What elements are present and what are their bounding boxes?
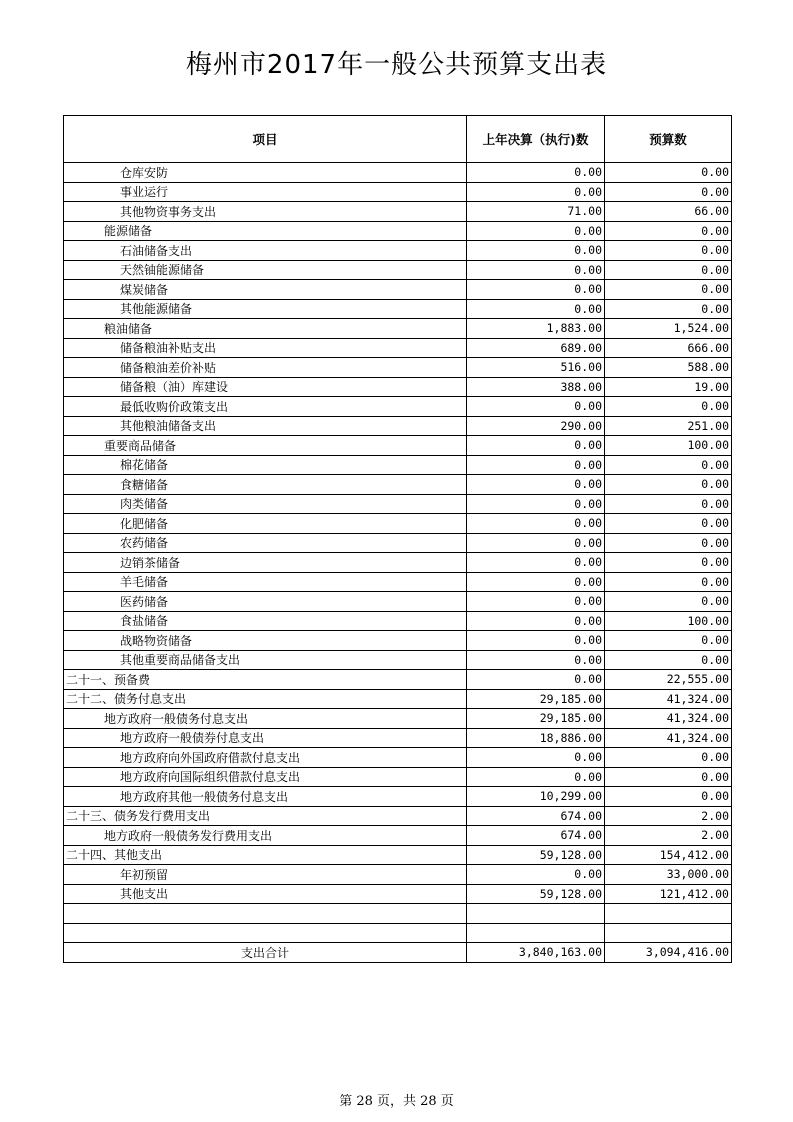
row-item-name: 储备粮油补贴支出 (64, 338, 467, 358)
table-body (64, 163, 732, 943)
row-budget-value: 41,324.00 (605, 709, 732, 729)
row-budget-value: 22,555.00 (605, 670, 732, 690)
table-row (64, 280, 732, 300)
table-row (64, 884, 732, 904)
row-item-name: 食糖储备 (64, 475, 467, 495)
row-prev-value: 0.00 (467, 182, 605, 202)
table-row (64, 241, 732, 261)
row-item-name: 重要商品储备 (64, 436, 467, 456)
row-item-name: 化肥储备 (64, 514, 467, 534)
row-item-name: 地方政府一般债务付息支出 (64, 709, 467, 729)
row-item-name: 能源储备 (64, 221, 467, 241)
row-item-name: 地方政府其他一般债务付息支出 (64, 787, 467, 807)
row-item-name: 羊毛储备 (64, 572, 467, 592)
row-budget-value: 0.00 (605, 241, 732, 261)
row-prev-value: 0.00 (467, 436, 605, 456)
row-budget-value: 0.00 (605, 455, 732, 475)
table-row (64, 806, 732, 826)
total-prev: 3,840,163.00 (467, 943, 605, 963)
row-item-name: 天然铀能源储备 (64, 260, 467, 280)
row-budget-value: 0.00 (605, 280, 732, 300)
row-prev-value: 29,185.00 (467, 709, 605, 729)
table-row (64, 748, 732, 768)
row-item-name: 农药储备 (64, 533, 467, 553)
row-prev-value: 0.00 (467, 767, 605, 787)
row-prev-value: 71.00 (467, 202, 605, 222)
row-budget-value: 0.00 (605, 572, 732, 592)
table-row (64, 553, 732, 573)
row-budget-value: 66.00 (605, 202, 732, 222)
row-budget-value (605, 923, 732, 943)
row-prev-value: 388.00 (467, 377, 605, 397)
row-budget-value: 251.00 (605, 416, 732, 436)
table-row (64, 923, 732, 943)
row-budget-value: 0.00 (605, 592, 732, 612)
row-budget-value: 0.00 (605, 514, 732, 534)
row-prev-value: 0.00 (467, 397, 605, 417)
table-row (64, 319, 732, 339)
row-item-name: 年初预留 (64, 865, 467, 885)
row-item-name: 地方政府一般债券付息支出 (64, 728, 467, 748)
row-item-name: 粮油储备 (64, 319, 467, 339)
row-item-name: 边销茶储备 (64, 553, 467, 573)
row-prev-value: 0.00 (467, 611, 605, 631)
table-row (64, 416, 732, 436)
row-prev-value: 0.00 (467, 572, 605, 592)
row-item-name: 储备粮（油）库建设 (64, 377, 467, 397)
table-row (64, 631, 732, 651)
table-row (64, 436, 732, 456)
table-row (64, 397, 732, 417)
row-budget-value: 1,524.00 (605, 319, 732, 339)
row-item-name (64, 923, 467, 943)
row-prev-value: 59,128.00 (467, 845, 605, 865)
table-row (64, 221, 732, 241)
table-row (64, 787, 732, 807)
table-row (64, 163, 732, 183)
row-budget-value: 0.00 (605, 650, 732, 670)
total-row (64, 943, 732, 963)
table-row (64, 845, 732, 865)
row-item-name: 事业运行 (64, 182, 467, 202)
table-row (64, 260, 732, 280)
row-budget-value: 19.00 (605, 377, 732, 397)
row-prev-value: 10,299.00 (467, 787, 605, 807)
table-row (64, 358, 732, 378)
table-row (64, 299, 732, 319)
table-row (64, 670, 732, 690)
row-item-name: 二十三、债务发行费用支出 (64, 806, 467, 826)
row-prev-value: 0.00 (467, 748, 605, 768)
row-budget-value: 33,000.00 (605, 865, 732, 885)
row-budget-value: 666.00 (605, 338, 732, 358)
table-row (64, 826, 732, 846)
table-header-row (64, 116, 732, 163)
row-budget-value: 2.00 (605, 806, 732, 826)
row-prev-value (467, 904, 605, 924)
row-item-name (64, 904, 467, 924)
table-row (64, 592, 732, 612)
row-budget-value: 0.00 (605, 299, 732, 319)
row-prev-value: 0.00 (467, 163, 605, 183)
row-prev-value: 0.00 (467, 514, 605, 534)
row-budget-value (605, 904, 732, 924)
row-prev-value (467, 923, 605, 943)
row-budget-value: 0.00 (605, 631, 732, 651)
row-prev-value: 29,185.00 (467, 689, 605, 709)
table-row (64, 533, 732, 553)
row-budget-value: 41,324.00 (605, 728, 732, 748)
row-budget-value: 0.00 (605, 494, 732, 514)
table-row (64, 650, 732, 670)
total-label: 支出合计 (64, 943, 467, 963)
row-item-name: 医药储备 (64, 592, 467, 612)
row-prev-value: 18,886.00 (467, 728, 605, 748)
row-prev-value: 0.00 (467, 475, 605, 495)
row-budget-value: 100.00 (605, 611, 732, 631)
row-budget-value: 0.00 (605, 397, 732, 417)
row-budget-value: 0.00 (605, 533, 732, 553)
row-budget-value: 0.00 (605, 260, 732, 280)
header-budget: 预算数 (605, 116, 732, 163)
table-row (64, 514, 732, 534)
row-budget-value: 41,324.00 (605, 689, 732, 709)
row-prev-value: 0.00 (467, 241, 605, 261)
header-item: 项目 (64, 116, 467, 163)
table-row (64, 202, 732, 222)
row-prev-value: 0.00 (467, 280, 605, 300)
row-item-name: 石油储备支出 (64, 241, 467, 261)
table-row (64, 728, 732, 748)
row-prev-value: 59,128.00 (467, 884, 605, 904)
row-budget-value: 0.00 (605, 767, 732, 787)
row-item-name: 二十四、其他支出 (64, 845, 467, 865)
table-row (64, 338, 732, 358)
row-prev-value: 0.00 (467, 670, 605, 690)
row-item-name: 其他重要商品储备支出 (64, 650, 467, 670)
table-row (64, 865, 732, 885)
row-item-name: 棉花储备 (64, 455, 467, 475)
row-budget-value: 121,412.00 (605, 884, 732, 904)
row-prev-value: 689.00 (467, 338, 605, 358)
row-item-name: 其他支出 (64, 884, 467, 904)
row-item-name: 煤炭储备 (64, 280, 467, 300)
table-row (64, 904, 732, 924)
row-budget-value: 0.00 (605, 475, 732, 495)
row-budget-value: 154,412.00 (605, 845, 732, 865)
row-prev-value: 1,883.00 (467, 319, 605, 339)
row-budget-value: 0.00 (605, 787, 732, 807)
row-item-name: 肉类储备 (64, 494, 467, 514)
row-item-name: 食盐储备 (64, 611, 467, 631)
table-row (64, 611, 732, 631)
row-item-name: 其他物资事务支出 (64, 202, 467, 222)
row-prev-value: 0.00 (467, 631, 605, 651)
row-prev-value: 516.00 (467, 358, 605, 378)
row-prev-value: 0.00 (467, 553, 605, 573)
row-prev-value: 0.00 (467, 865, 605, 885)
table-row (64, 182, 732, 202)
row-prev-value: 0.00 (467, 221, 605, 241)
row-item-name: 二十二、债务付息支出 (64, 689, 467, 709)
row-item-name: 战略物资储备 (64, 631, 467, 651)
row-prev-value: 0.00 (467, 592, 605, 612)
row-budget-value: 0.00 (605, 553, 732, 573)
row-item-name: 地方政府一般债务发行费用支出 (64, 826, 467, 846)
table-row (64, 689, 732, 709)
row-prev-value: 290.00 (467, 416, 605, 436)
row-item-name: 其他能源储备 (64, 299, 467, 319)
row-prev-value: 0.00 (467, 533, 605, 553)
row-prev-value: 0.00 (467, 455, 605, 475)
total-budget: 3,094,416.00 (605, 943, 732, 963)
row-budget-value: 588.00 (605, 358, 732, 378)
table-row (64, 475, 732, 495)
row-budget-value: 2.00 (605, 826, 732, 846)
page-footer: 第 28 页，共 28 页 (339, 1094, 454, 1109)
table-row (64, 377, 732, 397)
row-prev-value: 674.00 (467, 826, 605, 846)
row-item-name: 其他粮油储备支出 (64, 416, 467, 436)
table-row (64, 494, 732, 514)
row-item-name: 储备粮油差价补贴 (64, 358, 467, 378)
row-item-name: 二十一、预备费 (64, 670, 467, 690)
row-prev-value: 0.00 (467, 650, 605, 670)
row-budget-value: 100.00 (605, 436, 732, 456)
row-budget-value: 0.00 (605, 182, 732, 202)
row-item-name: 最低收购价政策支出 (64, 397, 467, 417)
row-prev-value: 674.00 (467, 806, 605, 826)
table-row (64, 455, 732, 475)
table-row (64, 709, 732, 729)
page-title: 梅州市2017年一般公共预算支出表 (185, 50, 608, 80)
row-budget-value: 0.00 (605, 163, 732, 183)
table-row (64, 767, 732, 787)
table-row (64, 572, 732, 592)
budget-table (63, 115, 732, 963)
header-prev-year: 上年决算（执行)数 (467, 116, 605, 163)
row-item-name: 仓库安防 (64, 163, 467, 183)
row-item-name: 地方政府向国际组织借款付息支出 (64, 767, 467, 787)
row-item-name: 地方政府向外国政府借款付息支出 (64, 748, 467, 768)
row-budget-value: 0.00 (605, 748, 732, 768)
row-prev-value: 0.00 (467, 260, 605, 280)
row-prev-value: 0.00 (467, 299, 605, 319)
row-prev-value: 0.00 (467, 494, 605, 514)
row-budget-value: 0.00 (605, 221, 732, 241)
